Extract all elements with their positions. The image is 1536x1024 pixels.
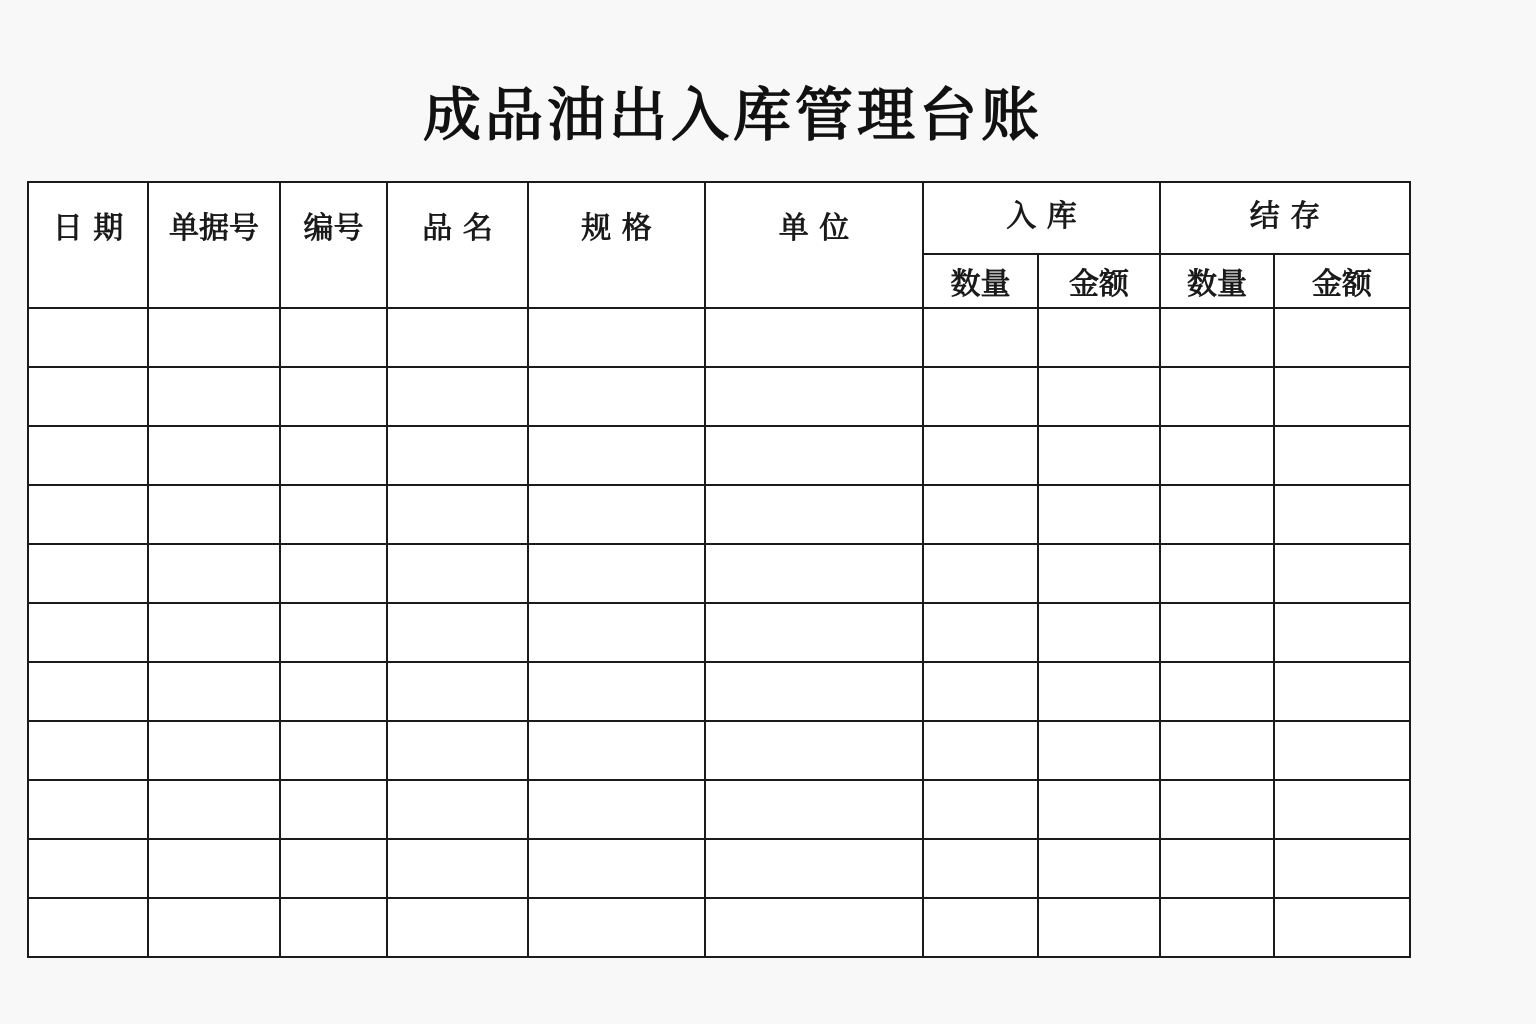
table-row <box>28 544 1410 603</box>
inbound-quantity-cell[interactable] <box>923 426 1038 485</box>
inbound-quantity-cell[interactable] <box>923 544 1038 603</box>
balance-amount-cell[interactable] <box>1274 898 1410 957</box>
date-cell[interactable] <box>28 544 148 603</box>
date-cell[interactable] <box>28 780 148 839</box>
balance-amount-cell[interactable] <box>1274 721 1410 780</box>
product-name-cell[interactable] <box>387 308 528 367</box>
code-cell[interactable] <box>280 721 387 780</box>
table-row <box>28 603 1410 662</box>
header-inbound-amount: 金额 <box>1038 254 1160 308</box>
receipt-no-cell[interactable] <box>148 367 280 426</box>
spec-cell[interactable] <box>528 898 705 957</box>
date-cell[interactable] <box>28 367 148 426</box>
product-name-cell[interactable] <box>387 485 528 544</box>
header-balance: 结 存 <box>1160 182 1410 254</box>
product-name-cell[interactable] <box>387 839 528 898</box>
spec-cell[interactable] <box>528 485 705 544</box>
spec-cell[interactable] <box>528 308 705 367</box>
unit-cell[interactable] <box>705 308 923 367</box>
receipt-no-cell[interactable] <box>148 780 280 839</box>
inbound-quantity-cell[interactable] <box>923 898 1038 957</box>
table-row <box>28 426 1410 485</box>
header-code: 编号 <box>280 182 387 308</box>
receipt-no-cell[interactable] <box>148 308 280 367</box>
date-cell[interactable] <box>28 898 148 957</box>
balance-amount-cell[interactable] <box>1274 780 1410 839</box>
code-cell[interactable] <box>280 780 387 839</box>
product-name-cell[interactable] <box>387 603 528 662</box>
code-cell[interactable] <box>280 308 387 367</box>
product-name-cell[interactable] <box>387 721 528 780</box>
ledger-table <box>27 181 1411 958</box>
product-name-cell[interactable] <box>387 426 528 485</box>
unit-cell[interactable] <box>705 367 923 426</box>
unit-cell[interactable] <box>705 662 923 721</box>
unit-cell[interactable] <box>705 485 923 544</box>
balance-amount-cell[interactable] <box>1274 426 1410 485</box>
balance-amount-cell[interactable] <box>1274 603 1410 662</box>
code-cell[interactable] <box>280 603 387 662</box>
inbound-amount-cell[interactable] <box>1038 898 1160 957</box>
product-name-cell[interactable] <box>387 662 528 721</box>
unit-cell[interactable] <box>705 898 923 957</box>
unit-cell[interactable] <box>705 603 923 662</box>
header-receipt-no: 单据号 <box>148 182 280 308</box>
date-cell[interactable] <box>28 721 148 780</box>
inbound-amount-cell[interactable] <box>1038 426 1160 485</box>
receipt-no-cell[interactable] <box>148 544 280 603</box>
product-name-cell[interactable] <box>387 898 528 957</box>
balance-quantity-cell[interactable] <box>1160 544 1274 603</box>
inbound-amount-cell[interactable] <box>1038 308 1160 367</box>
inbound-quantity-cell[interactable] <box>923 662 1038 721</box>
spec-cell[interactable] <box>528 839 705 898</box>
header-unit: 单 位 <box>705 182 923 308</box>
balance-quantity-cell[interactable] <box>1160 721 1274 780</box>
balance-quantity-cell[interactable] <box>1160 662 1274 721</box>
receipt-no-cell[interactable] <box>148 485 280 544</box>
spec-cell[interactable] <box>528 721 705 780</box>
table-row <box>28 485 1410 544</box>
page-title: 成品油出入库管理台账 <box>422 81 1043 149</box>
balance-amount-cell[interactable] <box>1274 367 1410 426</box>
inbound-quantity-cell[interactable] <box>923 308 1038 367</box>
spec-cell[interactable] <box>528 780 705 839</box>
code-cell[interactable] <box>280 662 387 721</box>
balance-quantity-cell[interactable] <box>1160 603 1274 662</box>
balance-amount-cell[interactable] <box>1274 839 1410 898</box>
table-header <box>28 182 1410 308</box>
date-cell[interactable] <box>28 603 148 662</box>
inbound-amount-cell[interactable] <box>1038 780 1160 839</box>
header-product-name: 品 名 <box>387 182 528 308</box>
table-row <box>28 780 1410 839</box>
inbound-amount-cell[interactable] <box>1038 721 1160 780</box>
receipt-no-cell[interactable] <box>148 898 280 957</box>
unit-cell[interactable] <box>705 721 923 780</box>
unit-cell[interactable] <box>705 780 923 839</box>
code-cell[interactable] <box>280 367 387 426</box>
header-balance-amount: 金额 <box>1274 254 1410 308</box>
spec-cell[interactable] <box>528 426 705 485</box>
spec-cell[interactable] <box>528 544 705 603</box>
table-row <box>28 308 1410 367</box>
receipt-no-cell[interactable] <box>148 721 280 780</box>
date-cell[interactable] <box>28 839 148 898</box>
balance-quantity-cell[interactable] <box>1160 839 1274 898</box>
table-body <box>28 308 1410 957</box>
balance-quantity-cell[interactable] <box>1160 367 1274 426</box>
unit-cell[interactable] <box>705 426 923 485</box>
inbound-amount-cell[interactable] <box>1038 603 1160 662</box>
date-cell[interactable] <box>28 308 148 367</box>
code-cell[interactable] <box>280 839 387 898</box>
inbound-amount-cell[interactable] <box>1038 544 1160 603</box>
code-cell[interactable] <box>280 426 387 485</box>
code-cell[interactable] <box>280 898 387 957</box>
code-cell[interactable] <box>280 544 387 603</box>
balance-amount-cell[interactable] <box>1274 544 1410 603</box>
balance-quantity-cell[interactable] <box>1160 485 1274 544</box>
balance-quantity-cell[interactable] <box>1160 780 1274 839</box>
header-inbound: 入 库 <box>923 182 1160 254</box>
header-inbound-quantity: 数量 <box>923 254 1038 308</box>
inbound-amount-cell[interactable] <box>1038 485 1160 544</box>
inbound-quantity-cell[interactable] <box>923 367 1038 426</box>
balance-amount-cell[interactable] <box>1274 662 1410 721</box>
balance-amount-cell[interactable] <box>1274 485 1410 544</box>
header-spec: 规 格 <box>528 182 705 308</box>
receipt-no-cell[interactable] <box>148 839 280 898</box>
table-row <box>28 839 1410 898</box>
table-row <box>28 367 1410 426</box>
inbound-quantity-cell[interactable] <box>923 780 1038 839</box>
unit-cell[interactable] <box>705 544 923 603</box>
balance-quantity-cell[interactable] <box>1160 898 1274 957</box>
table-row <box>28 898 1410 957</box>
table-row <box>28 662 1410 721</box>
spec-cell[interactable] <box>528 367 705 426</box>
date-cell[interactable] <box>28 662 148 721</box>
receipt-no-cell[interactable] <box>148 662 280 721</box>
date-cell[interactable] <box>28 426 148 485</box>
spec-cell[interactable] <box>528 662 705 721</box>
inbound-amount-cell[interactable] <box>1038 367 1160 426</box>
spec-cell[interactable] <box>528 603 705 662</box>
header-date: 日 期 <box>28 182 148 308</box>
date-cell[interactable] <box>28 485 148 544</box>
inbound-amount-cell[interactable] <box>1038 662 1160 721</box>
inbound-quantity-cell[interactable] <box>923 603 1038 662</box>
unit-cell[interactable] <box>705 839 923 898</box>
receipt-no-cell[interactable] <box>148 603 280 662</box>
product-name-cell[interactable] <box>387 780 528 839</box>
balance-amount-cell[interactable] <box>1274 308 1410 367</box>
table-row <box>28 721 1410 780</box>
inbound-quantity-cell[interactable] <box>923 721 1038 780</box>
balance-quantity-cell[interactable] <box>1160 426 1274 485</box>
code-cell[interactable] <box>280 485 387 544</box>
header-balance-quantity: 数量 <box>1160 254 1274 308</box>
receipt-no-cell[interactable] <box>148 426 280 485</box>
balance-quantity-cell[interactable] <box>1160 308 1274 367</box>
inbound-quantity-cell[interactable] <box>923 485 1038 544</box>
inbound-amount-cell[interactable] <box>1038 839 1160 898</box>
inbound-quantity-cell[interactable] <box>923 839 1038 898</box>
product-name-cell[interactable] <box>387 544 528 603</box>
product-name-cell[interactable] <box>387 367 528 426</box>
